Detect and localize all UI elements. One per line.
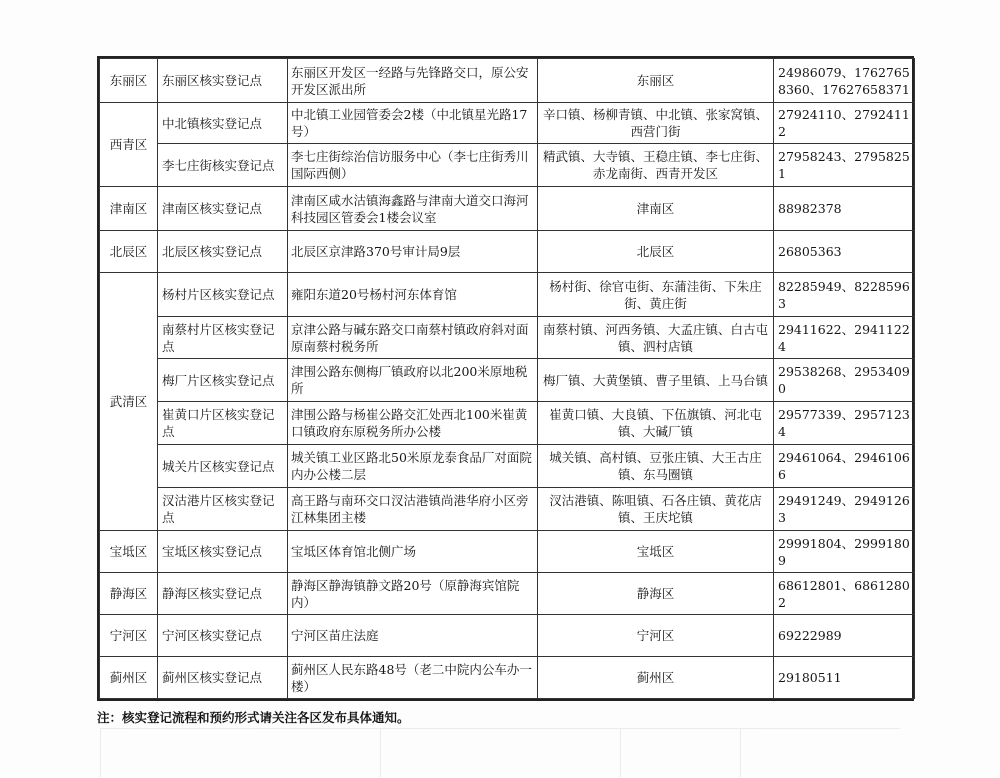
registration-point-cell: 宁河区核实登记点	[158, 615, 288, 657]
table-row	[100, 359, 915, 402]
phone-cell: 68612801、68612802	[774, 573, 915, 615]
table-row	[100, 273, 915, 317]
coverage-area-cell: 精武镇、大寺镇、王稳庄镇、李七庄街、赤龙南街、西青开发区	[538, 144, 774, 187]
registration-points-table	[97, 56, 914, 701]
coverage-area-cell: 宁河区	[538, 615, 774, 657]
registration-point-cell: 静海区核实登记点	[158, 573, 288, 615]
coverage-area-cell: 梅厂镇、大黄堡镇、曹子里镇、上马台镇	[538, 359, 774, 402]
phone-cell: 29180511	[774, 657, 915, 699]
phone-cell: 26805363	[774, 231, 915, 273]
table-row	[100, 317, 915, 359]
table-row	[100, 615, 915, 657]
registration-point-cell: 蓟州区核实登记点	[158, 657, 288, 699]
district-cell: 西青区	[100, 103, 158, 187]
district-cell: 武清区	[100, 273, 158, 531]
table-row	[100, 445, 915, 488]
address-cell: 津围公路东侧梅厂镇政府以北200米原地税所	[288, 359, 538, 402]
address-cell: 东丽区开发区一经路与先锋路交口，原公安开发区派出所	[288, 59, 538, 103]
address-cell: 津南区咸水沽镇海鑫路与津南大道交口海河科技园区管委会1楼会议室	[288, 187, 538, 231]
registration-point-cell: 北辰区核实登记点	[158, 231, 288, 273]
coverage-area-cell: 静海区	[538, 573, 774, 615]
address-cell: 宁河区苗庄法庭	[288, 615, 538, 657]
phone-cell: 82285949、82285963	[774, 273, 915, 317]
phone-cell: 27958243、27958251	[774, 144, 915, 187]
address-cell: 京津公路与碱东路交口南蔡村镇政府斜对面原南蔡村税务所	[288, 317, 538, 359]
registration-point-cell: 津南区核实登记点	[158, 187, 288, 231]
address-cell: 中北镇工业园管委会2楼（中北镇星光路17号）	[288, 103, 538, 144]
address-cell: 津围公路与杨崔公路交汇处西北100米崔黄口镇政府东原税务所办公楼	[288, 402, 538, 445]
address-cell: 宝坻区体育馆北侧广场	[288, 531, 538, 573]
phone-cell: 29491249、29491263	[774, 488, 915, 531]
table-row	[100, 657, 915, 699]
registration-point-cell: 崔黄口片区核实登记点	[158, 402, 288, 445]
phone-cell: 29461064、29461066	[774, 445, 915, 488]
registration-point-cell: 宝坻区核实登记点	[158, 531, 288, 573]
district-cell: 北辰区	[100, 231, 158, 273]
coverage-area-cell: 南蔡村镇、河西务镇、大孟庄镇、白古屯镇、泗村店镇	[538, 317, 774, 359]
address-cell: 北辰区京津路370号审计局9层	[288, 231, 538, 273]
table-row	[100, 144, 915, 187]
footnote: 注：核实登记流程和预约形式请关注各区发布具体通知。	[97, 710, 410, 725]
table-row	[100, 402, 915, 445]
registration-point-cell: 城关片区核实登记点	[158, 445, 288, 488]
coverage-area-cell: 蓟州区	[538, 657, 774, 699]
coverage-area-cell: 崔黄口镇、大良镇、下伍旗镇、河北屯镇、大碱厂镇	[538, 402, 774, 445]
table-row	[100, 187, 915, 231]
address-cell: 蓟州区人民东路48号（老二中院内公车办一楼）	[288, 657, 538, 699]
table-row	[100, 103, 915, 144]
coverage-area-cell: 汊沽港镇、陈咀镇、石各庄镇、黄花店镇、王庆坨镇	[538, 488, 774, 531]
registration-point-cell: 南蔡村片区核实登记点	[158, 317, 288, 359]
phone-cell: 69222989	[774, 615, 915, 657]
address-cell: 城关镇工业区路北50米原龙泰食品厂对面院内办公楼二层	[288, 445, 538, 488]
phone-cell: 29991804、29991809	[774, 531, 915, 573]
address-cell: 雍阳东道20号杨村河东体育馆	[288, 273, 538, 317]
district-cell: 静海区	[100, 573, 158, 615]
registration-point-cell: 东丽区核实登记点	[158, 59, 288, 103]
registration-point-cell: 梅厂片区核实登记点	[158, 359, 288, 402]
address-cell: 高王路与南环交口汊沽港镇尚港华府小区旁江林集团主楼	[288, 488, 538, 531]
address-cell: 李七庄街综治信访服务中心（李七庄街秀川国际西侧）	[288, 144, 538, 187]
district-cell: 津南区	[100, 187, 158, 231]
coverage-area-cell: 宝坻区	[538, 531, 774, 573]
coverage-area-cell: 辛口镇、杨柳青镇、中北镇、张家窝镇、西营门街	[538, 103, 774, 144]
coverage-area-cell: 杨村街、徐官屯街、东蒲洼街、下朱庄街、黄庄街	[538, 273, 774, 317]
phone-cell: 29538268、29534090	[774, 359, 915, 402]
phone-cell: 27924110、27924112	[774, 103, 915, 144]
registration-point-cell: 李七庄街核实登记点	[158, 144, 288, 187]
table-row	[100, 573, 915, 615]
table-row	[100, 531, 915, 573]
phone-cell: 88982378	[774, 187, 915, 231]
address-cell: 静海区静海镇静文路20号（原静海宾馆院内）	[288, 573, 538, 615]
bleed-through-lines	[100, 728, 900, 777]
district-cell: 宝坻区	[100, 531, 158, 573]
coverage-area-cell: 城关镇、高村镇、豆张庄镇、大王古庄镇、东马圈镇	[538, 445, 774, 488]
phone-cell: 29411622、29411224	[774, 317, 915, 359]
coverage-area-cell: 东丽区	[538, 59, 774, 103]
district-cell: 蓟州区	[100, 657, 158, 699]
table-row	[100, 59, 915, 103]
registration-point-cell: 杨村片区核实登记点	[158, 273, 288, 317]
district-cell: 东丽区	[100, 59, 158, 103]
phone-cell: 29577339、29571234	[774, 402, 915, 445]
coverage-area-cell: 津南区	[538, 187, 774, 231]
registration-point-cell: 中北镇核实登记点	[158, 103, 288, 144]
coverage-area-cell: 北辰区	[538, 231, 774, 273]
table-row	[100, 488, 915, 531]
registration-point-cell: 汊沽港片区核实登记点	[158, 488, 288, 531]
phone-cell: 24986079、17627658360、17627658371	[774, 59, 915, 103]
table-row	[100, 231, 915, 273]
district-cell: 宁河区	[100, 615, 158, 657]
